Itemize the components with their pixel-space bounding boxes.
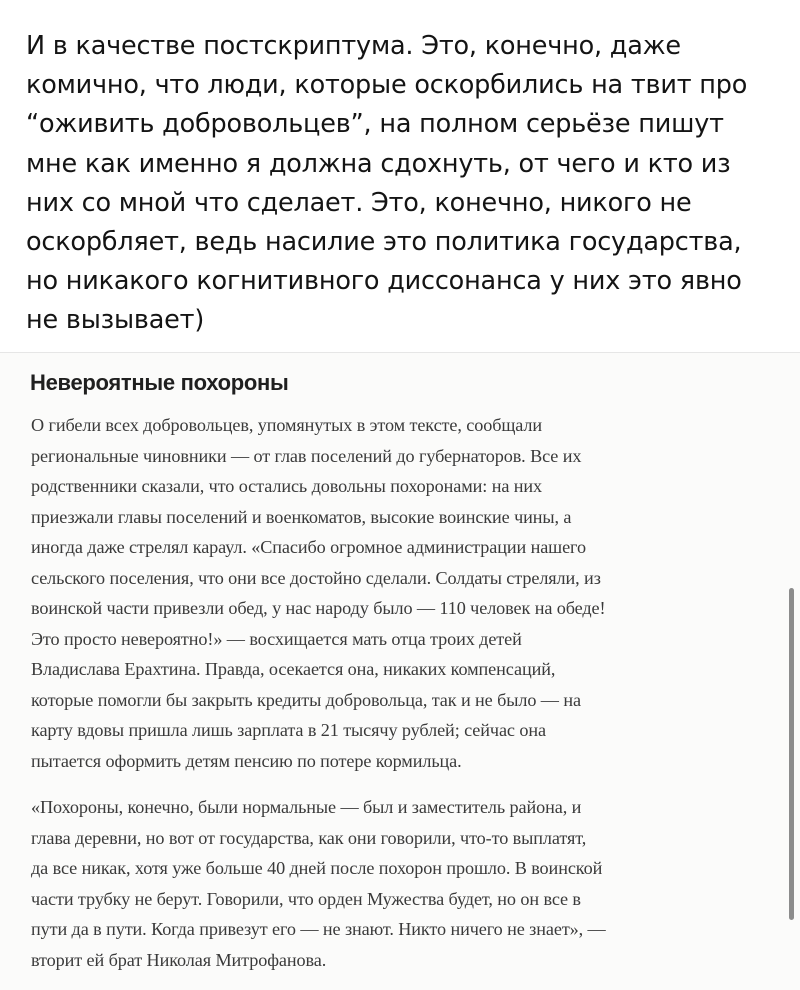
article-line: глава деревни, но вот от государства, как они говорили, что-то выплатят,: [31, 827, 587, 848]
post-text-line: комично, что люди, которые оскорбились на твит про: [26, 70, 748, 101]
article-line: карту вдовы пришла лишь зарплата в 21 тысячу рублей; сейчас она: [31, 720, 546, 741]
article-line: иногда даже стрелял караул. «Спасибо огромное администрации нашего: [31, 537, 586, 558]
post-text-line: но никакого когнитивного диссонанса у них это явно: [26, 266, 742, 297]
post-text-line: них со мной что сделает. Это, конечно, никого не: [26, 187, 692, 218]
post: [26, 0, 786, 341]
article-heading: Невероятные похороны: [30, 370, 289, 395]
article-line: пытается оформить детям пенсию по потере кормильца.: [31, 751, 462, 772]
article-paragraph: [31, 792, 606, 975]
article-line: воинской части привезли обед, у нас народу было — 110 человек на обеде!: [31, 598, 606, 619]
scrollbar[interactable]: [788, 588, 796, 920]
article-line: «Похороны, конечно, были нормальные — был и заместитель района, и: [31, 797, 582, 817]
post-text-line: “оживить добровольцев”, на полном серьёзе пишут: [26, 109, 724, 140]
article-line: пути да в пути. Когда привезут его — не знают. Никто ничего не знает», —: [31, 919, 606, 940]
article-line: части трубку не берут. Говорили, что орден Мужества будет, но он все в: [31, 888, 581, 909]
article-paragraph: [31, 410, 605, 777]
article-screenshot: [0, 353, 800, 990]
article-line: сельского поселения, что они все достойно сделали. Солдаты стреляли, из: [31, 567, 601, 588]
article-line: Это просто невероятно!» — восхищается мать отца троих детей: [31, 628, 522, 649]
article-line: приезжали главы поселений и военкоматов, высокие воинские чины, а: [31, 506, 572, 527]
scrollbar-thumb[interactable]: [789, 588, 794, 920]
post-text-line: И в качестве постскриптума. Это, конечно, даже: [26, 31, 681, 61]
post-text: [26, 0, 786, 341]
post-text-line: не вызывает): [26, 305, 205, 336]
article-line: Владислава Ерахтина. Правда, осекается она, никаких компенсаций,: [31, 659, 556, 680]
article-line: родственники сказали, что остались довольны похоронами: на них: [31, 476, 543, 497]
article-line: вторит ей брат Николая Митрофанова.: [31, 949, 327, 970]
post-text-line: мне как именно я должна сдохнуть, от чего и кто из: [26, 148, 731, 179]
article-line: региональные чиновники — от глав поселений до губернаторов. Все их: [31, 445, 582, 466]
article-line: О гибели всех добровольцев, упомянутых в этом тексте, сообщали: [31, 415, 543, 435]
article-line: да все никак, хотя уже больше 40 дней после похорон прошло. В воинской: [31, 858, 603, 879]
article-line: которые помогли бы закрыть кредиты добровольца, так и не было — на: [31, 689, 581, 710]
post-text-line: оскорбляет, ведь насилие это политика государства,: [26, 227, 742, 258]
